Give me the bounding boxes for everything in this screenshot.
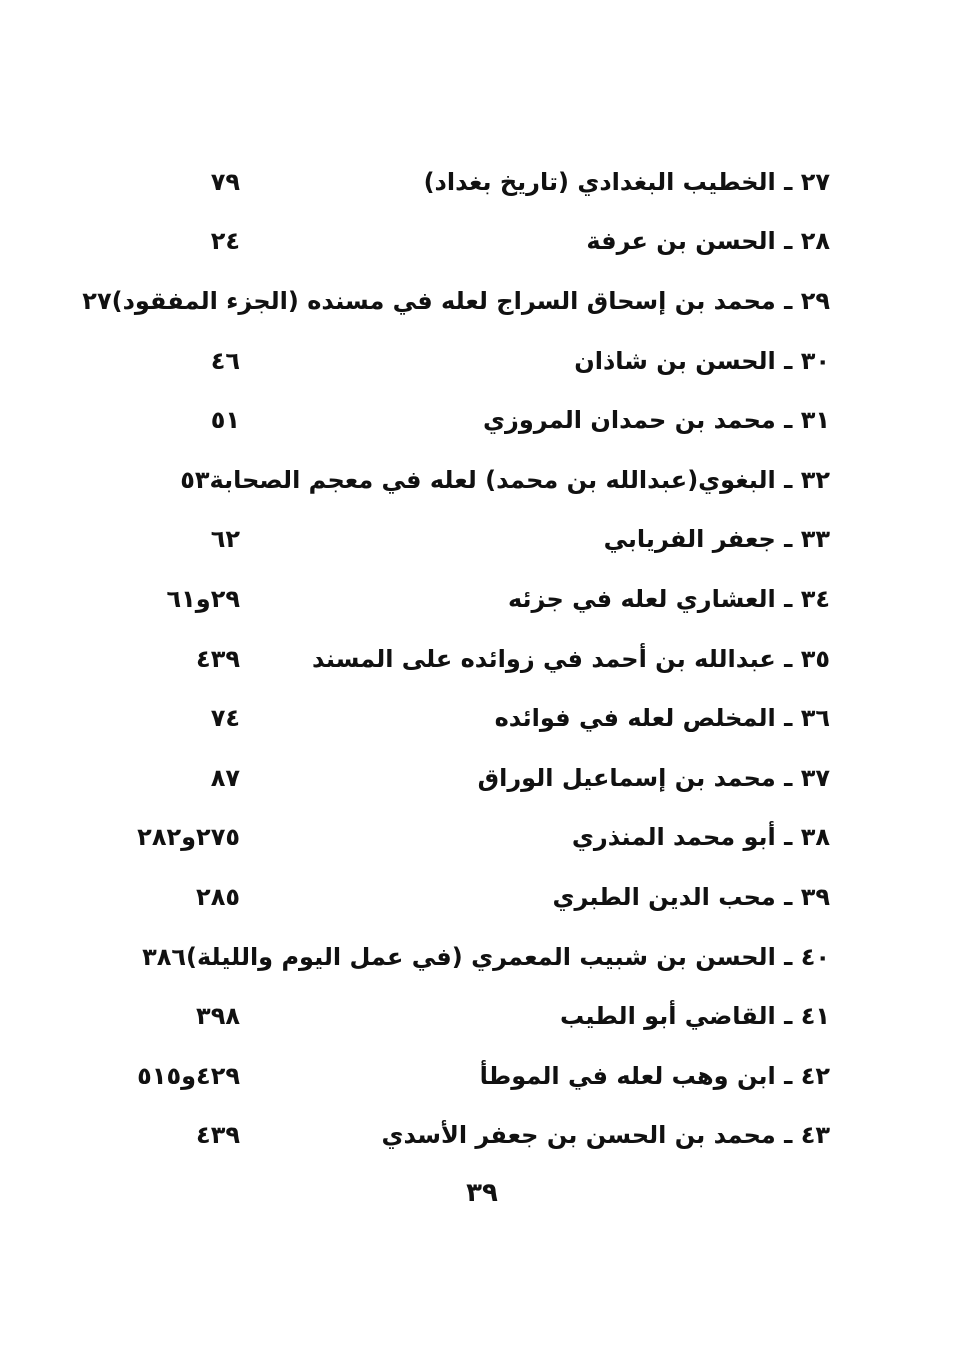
- entry-title: ٣٥ ـ عبدالله بن أحمد في زوائده على المسند: [312, 644, 830, 673]
- list-item: [130, 867, 830, 927]
- index-list: [82, 152, 830, 1165]
- list-item: [130, 510, 830, 570]
- list-item: [130, 688, 830, 748]
- entry-page-ref: ٤٣٩: [196, 1121, 240, 1150]
- entry-page-ref: ٧٩: [210, 167, 240, 196]
- entry-title: ٤٣ ـ محمد بن الحسن بن جعفر الأسدي: [381, 1121, 830, 1150]
- list-item: [130, 748, 830, 808]
- list-item: [130, 629, 830, 689]
- list-item: [130, 450, 830, 510]
- entry-page-ref: ٤٢٩و٥١٥: [137, 1061, 240, 1090]
- list-item: [82, 271, 830, 331]
- entry-page-ref: ٢٨٥: [196, 882, 240, 911]
- entry-title: ٣٢ ـ البغوي(عبدالله بن محمد) لعله في معجم الصحابة: [209, 465, 830, 494]
- entry-page-ref: ٣٩٨: [196, 1002, 240, 1031]
- entry-title: ٢٨ ـ الحسن بن عرفة: [586, 227, 830, 256]
- entry-page-ref: ٢٤: [210, 227, 240, 256]
- entry-title: ٤١ ـ القاضي أبو الطيب: [559, 1002, 830, 1031]
- entry-page-ref: ٥٣: [180, 465, 210, 494]
- entry-title: ٤٠ ـ الحسن بن شبيب المعمري (في عمل اليوم والليلة): [186, 942, 830, 971]
- entry-title: ٣٩ ـ محب الدين الطبري: [552, 882, 830, 911]
- page-number: ٣٩: [466, 1178, 498, 1208]
- entry-title: ٣١ ـ محمد بن حمدان المروزي: [483, 406, 830, 435]
- list-item: [130, 1106, 830, 1166]
- entry-page-ref: ٢٧٥و٢٨٢: [137, 823, 240, 852]
- list-item: [130, 1046, 830, 1106]
- entry-title: ٣٨ ـ أبو محمد المنذري: [571, 823, 830, 852]
- entry-title: ٣٧ ـ محمد بن إسماعيل الوراق: [477, 763, 830, 792]
- entry-page-ref: ٣٨٦: [142, 942, 187, 971]
- entry-title: ٣٣ ـ جعفر الفريابي: [603, 525, 830, 554]
- entry-title: ٣٠ ـ الحسن بن شاذان: [574, 346, 830, 375]
- entry-page-ref: ٧٤: [210, 704, 240, 733]
- list-item: [130, 808, 830, 868]
- list-item: [130, 212, 830, 272]
- entry-title: ٢٧ ـ الخطيب البغدادي (تاريخ بغداد): [423, 167, 830, 196]
- list-item: [130, 986, 830, 1046]
- list-item: [130, 390, 830, 450]
- entry-page-ref: ٢٩و٦١: [166, 584, 240, 613]
- entry-page-ref: ٥١: [210, 406, 240, 435]
- entry-page-ref: ٤٦: [210, 346, 240, 375]
- entry-page-ref: ٨٧: [210, 763, 240, 792]
- entry-title: ٣٤ ـ العشاري لعله في جزئه: [507, 584, 830, 613]
- entry-page-ref: ٤٣٩: [196, 644, 240, 673]
- entry-title: ٢٩ ـ محمد بن إسحاق السراج لعله في مسنده (الجزء المفقود): [111, 286, 830, 315]
- list-item: [130, 152, 830, 212]
- entry-page-ref: ٦٢: [210, 525, 240, 554]
- entry-page-ref: ٢٧: [82, 286, 112, 315]
- list-item: [130, 569, 830, 629]
- entry-title: ٣٦ ـ المخلص لعله في فوائده: [494, 704, 830, 733]
- list-item: [130, 927, 830, 987]
- entry-title: ٤٢ ـ ابن وهب لعله في الموطأ: [479, 1061, 830, 1090]
- list-item: [130, 331, 830, 391]
